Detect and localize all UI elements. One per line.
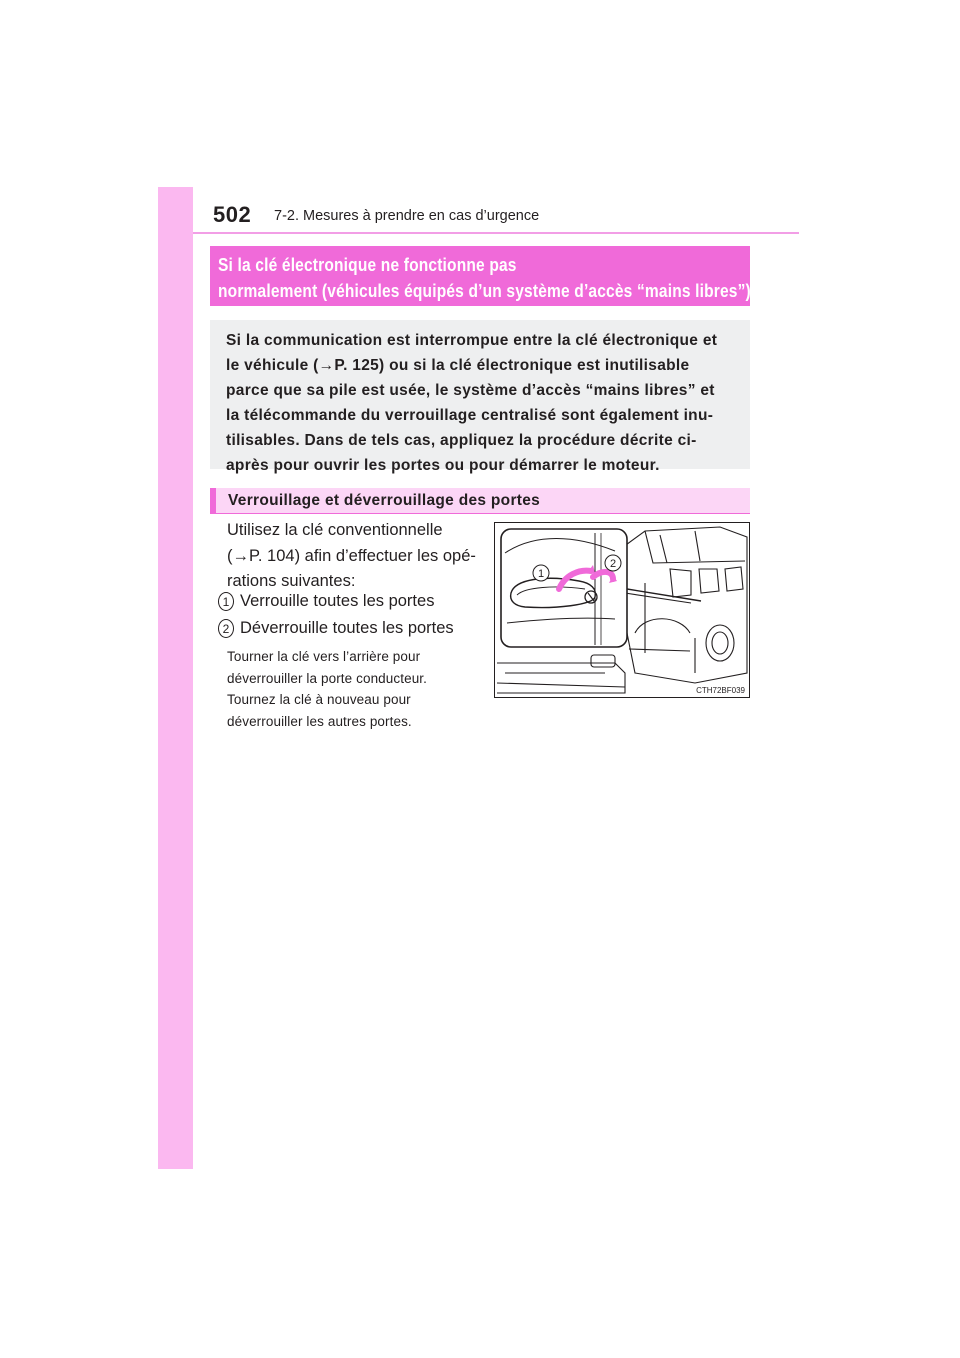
body-line: rations suivantes:: [227, 572, 356, 590]
step-1: [218, 592, 434, 611]
subsection-title: Verrouillage et déverrouillage des portes: [228, 492, 541, 509]
intro-line: Si la communication est interrompue entre la clé électronique et: [226, 332, 718, 349]
step-label: Déverrouille toutes les portes: [240, 619, 454, 637]
intro-line: après pour ouvrir les portes ou pour démarrer le moteur.: [226, 457, 660, 474]
header-rule: [193, 232, 799, 234]
intro-box: [210, 320, 750, 474]
section-title-line-1: Si la clé électronique ne fonctionne pas: [218, 254, 517, 275]
section-title-box: [210, 246, 750, 306]
section-title-line-2: normalement (véhicules équipés d’un système d’accès “mains libres”): [218, 280, 751, 301]
page-number: 502: [213, 202, 252, 227]
step-number-badge: 2: [218, 619, 234, 638]
intro-line: tilisables. Dans de tels cas, appliquez la procédure décrite ci-: [226, 432, 697, 449]
step-label: Verrouille toutes les portes: [240, 592, 435, 610]
intro-paragraph: [226, 328, 740, 478]
step-2: [218, 619, 454, 638]
chapter-title: 7-2. Mesures à prendre en cas d’urgence: [274, 208, 540, 224]
callout-2-label: 2: [609, 558, 617, 570]
body-line: Utilisez la clé conventionnelle: [227, 521, 443, 539]
door-key-illustration: [494, 522, 750, 698]
callout-1-label: 1: [537, 568, 545, 580]
intro-line: le véhicule (→P. 125) ou si la clé électronique est inutilisable: [226, 357, 690, 374]
side-tab-bar: [158, 187, 193, 1169]
note-paragraph: [227, 646, 479, 732]
body-line: (→P. 104) afin d’effectuer les opé-: [227, 546, 476, 565]
note-line: déverrouiller les autres portes.: [227, 713, 412, 729]
note-line: Tournez la clé à nouveau pour: [227, 692, 411, 707]
note-line: déverrouiller la porte conducteur.: [227, 670, 428, 686]
note-line: Tourner la clé vers l’arrière pour: [227, 649, 421, 664]
step-number-badge: 1: [218, 592, 234, 611]
intro-line: parce que sa pile est usée, le système d’accès “mains libres” et: [226, 382, 715, 399]
subsection-heading: [210, 488, 750, 514]
illustration-code: CTH72BF039: [696, 686, 745, 695]
intro-line: la télécommande du verrouillage centralisé sont également inu-: [226, 407, 714, 424]
door-handle-inset: [501, 529, 701, 647]
body-paragraph: [227, 518, 487, 595]
suv-door-lock-drawing: [495, 523, 749, 697]
